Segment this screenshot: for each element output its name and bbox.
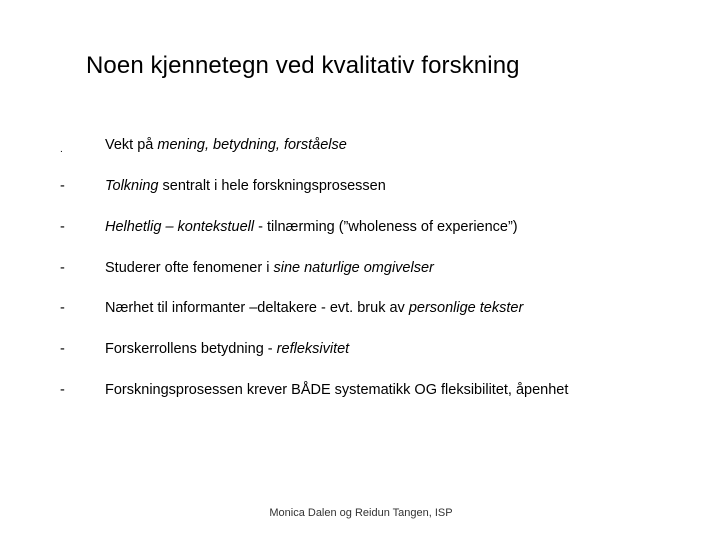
footer-text: Monica Dalen og Reidun Tangen, ISP <box>269 507 453 519</box>
slide-footer <box>0 507 720 519</box>
bullet-text <box>105 341 605 358</box>
bullet-text-segment: sentralt i hele forskningsprosessen <box>158 178 386 194</box>
bullet-text-segment: Vekt på <box>105 137 158 153</box>
bullet-text <box>105 260 605 277</box>
bullet-marker: - <box>60 300 65 316</box>
bullet-text-segment: Forskerrollens betydning - <box>105 341 277 357</box>
bullet-text-emphasis: personlige tekster <box>408 300 524 316</box>
bullet-text <box>105 219 605 236</box>
bullet-marker: - <box>60 260 65 276</box>
bullet-marker: - <box>60 341 65 357</box>
bullet-text-emphasis: Tolkning <box>105 178 159 194</box>
bullet-marker: - <box>60 382 65 398</box>
bullet-marker: . <box>60 144 63 155</box>
bullet-text <box>105 137 605 154</box>
bullet-text <box>105 382 575 399</box>
bullet-text-emphasis: Helhetlig – kontekstuell <box>105 219 255 235</box>
bullet-text <box>105 178 605 195</box>
bullet-marker: - <box>60 219 65 235</box>
slide-title: Noen kjennetegn ved kvalitativ forskning <box>86 52 520 79</box>
bullet-text <box>105 300 605 317</box>
bullet-text-segment: Nærhet til informanter –deltakere - evt. bruk av <box>105 300 409 316</box>
bullet-text-emphasis: refleksivitet <box>276 341 350 357</box>
bullet-text-emphasis: sine naturlige omgivelser <box>273 260 434 276</box>
bullet-text-segment: Forskningsprosessen krever BÅDE systematikk OG fleksibilitet, åpenhet <box>105 382 569 398</box>
bullet-marker: - <box>60 178 65 194</box>
bullet-text-segment: Studerer ofte fenomener i <box>105 260 274 276</box>
bullet-text-emphasis: mening, betydning, forståelse <box>157 137 347 153</box>
bullet-text-segment: - tilnærming (”wholeness of experience”) <box>254 219 518 235</box>
